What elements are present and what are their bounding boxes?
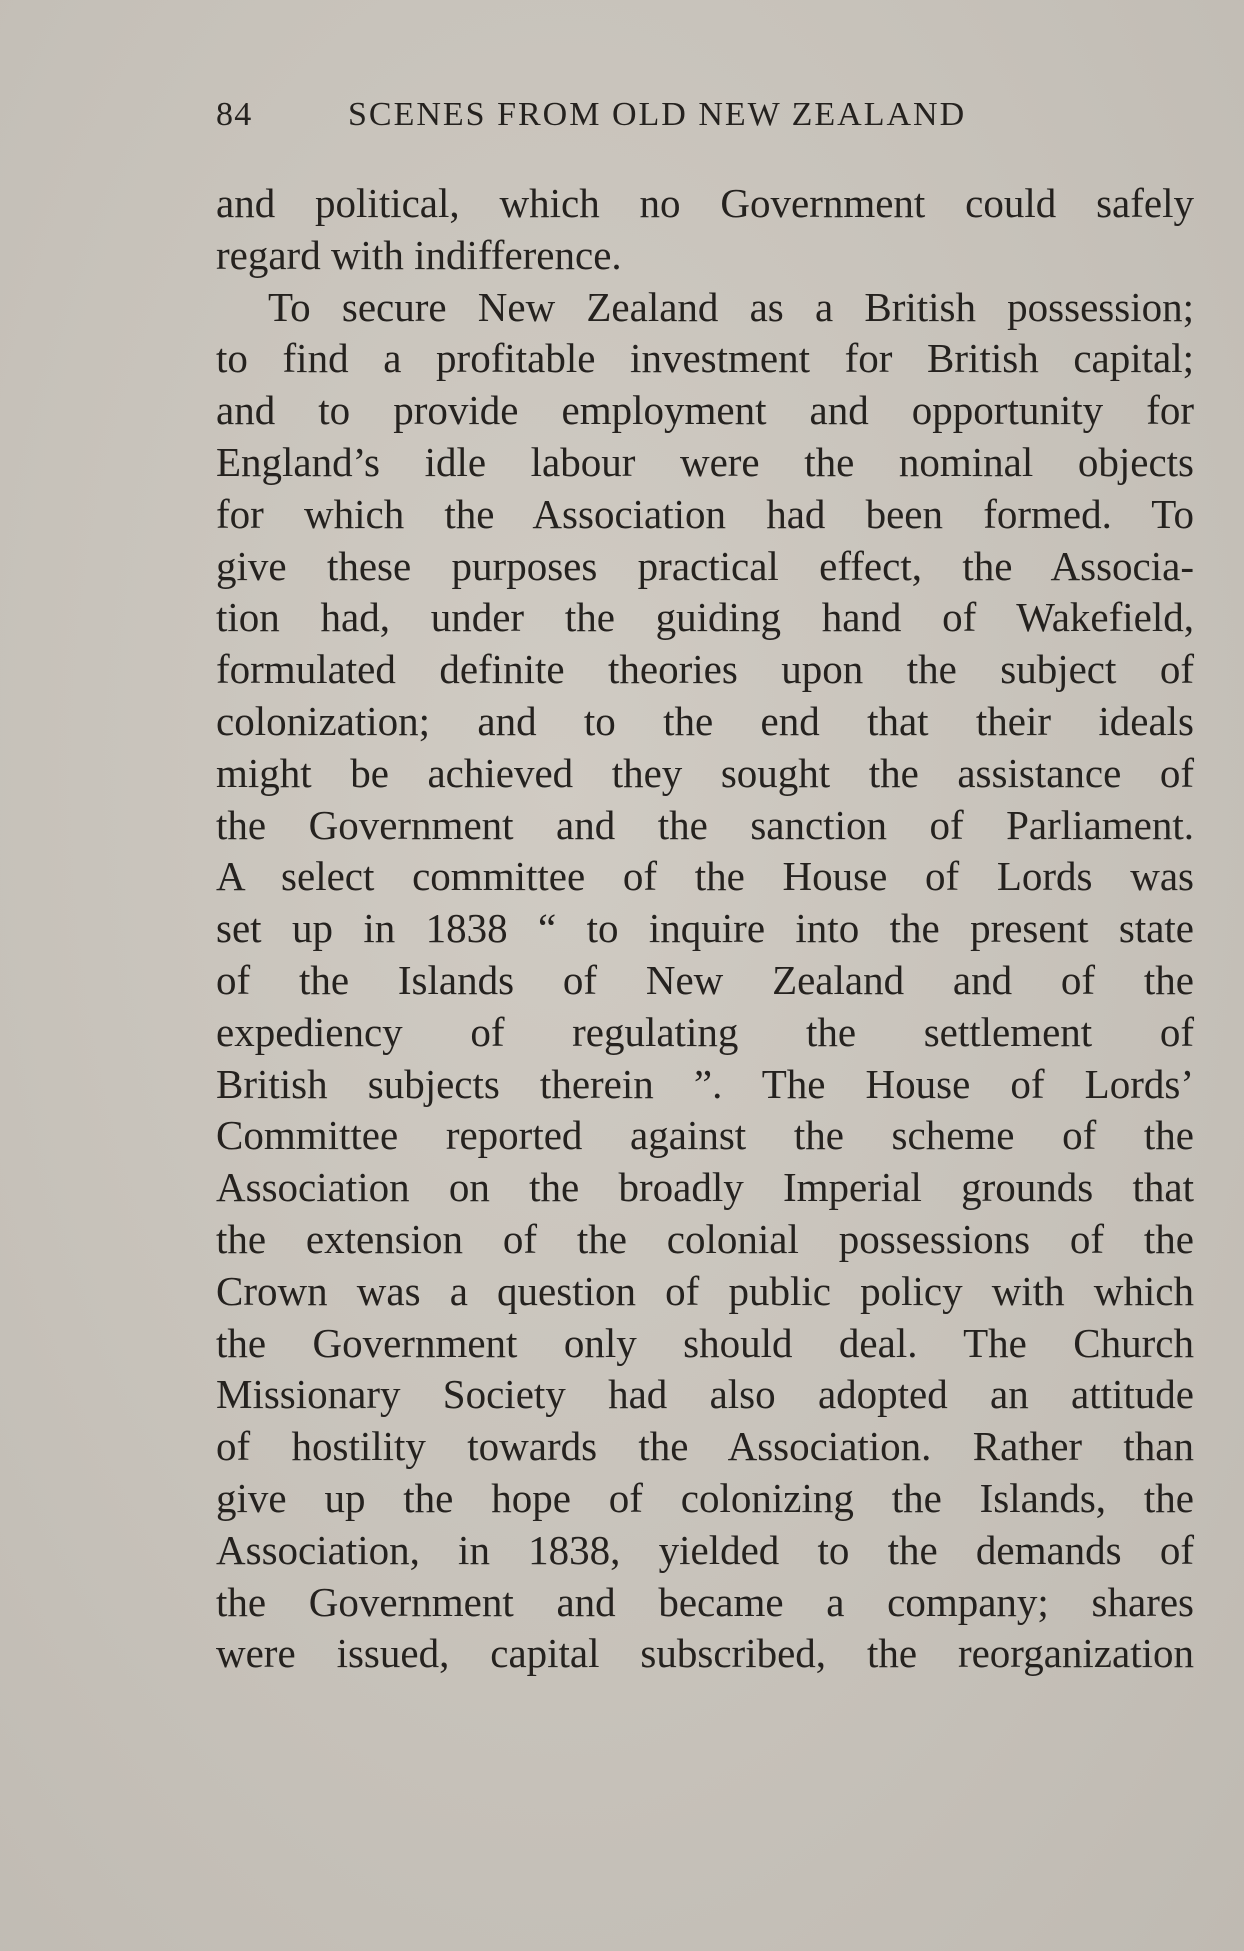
text-line: Committee reported against the scheme of the	[216, 1112, 1194, 1159]
text-line: set up in 1838 “ to inquire into the present state	[216, 905, 1194, 952]
text-line: give these purposes practical effect, the Associa-	[216, 542, 1194, 589]
page-number: 84	[216, 96, 253, 133]
book-page	[216, 96, 1194, 1680]
text-line: were issued, capital subscribed, the reorganization	[216, 1630, 1194, 1677]
text-line: regard with indifference.	[216, 231, 622, 278]
running-title: SCENES FROM OLD NEW ZEALAND	[348, 96, 967, 133]
text-line: expediency of regulating the settlement of	[216, 1008, 1194, 1055]
text-line: for which the Association had been formed. To	[216, 490, 1194, 537]
paragraph	[216, 282, 1194, 1681]
text-line: to find a profitable investment for British capital;	[216, 335, 1194, 382]
text-line: the Government and became a company; shares	[216, 1578, 1194, 1625]
text-line: tion had, under the guiding hand of Wakefield,	[216, 594, 1194, 641]
body-text	[216, 178, 1194, 1680]
text-line: British subjects therein ”. The House of Lords’	[216, 1060, 1194, 1107]
text-line: Missionary Society had also adopted an attitude	[216, 1371, 1194, 1418]
text-line: A select committee of the House of Lords was	[216, 853, 1194, 900]
text-line: of the Islands of New Zealand and of the	[216, 956, 1194, 1003]
text-line: and to provide employment and opportunity for	[216, 387, 1194, 434]
text-line: Crown was a question of public policy with which	[216, 1267, 1194, 1314]
text-line: colonization; and to the end that their ideals	[216, 697, 1194, 744]
text-line: and political, which no Government could safely	[216, 180, 1194, 226]
text-line: England’s idle labour were the nominal objects	[216, 438, 1194, 485]
running-head	[216, 96, 1194, 142]
text-line: formulated definite theories upon the subject of	[216, 646, 1194, 693]
text-line: the Government only should deal. The Church	[216, 1319, 1194, 1366]
text-line: the extension of the colonial possessions of the	[216, 1215, 1194, 1262]
text-line: Association, in 1838, yielded to the demands of	[216, 1526, 1194, 1573]
text-line: might be achieved they sought the assistance of	[216, 749, 1194, 796]
text-line: To secure New Zealand as a British possession;	[268, 283, 1194, 330]
text-line: give up the hope of colonizing the Islands, the	[216, 1474, 1194, 1521]
paragraph	[216, 178, 1194, 282]
text-line: the Government and the sanction of Parliament.	[216, 801, 1194, 848]
text-line: of hostility towards the Association. Rather than	[216, 1423, 1194, 1470]
text-line: Association on the broadly Imperial grounds that	[216, 1164, 1194, 1211]
